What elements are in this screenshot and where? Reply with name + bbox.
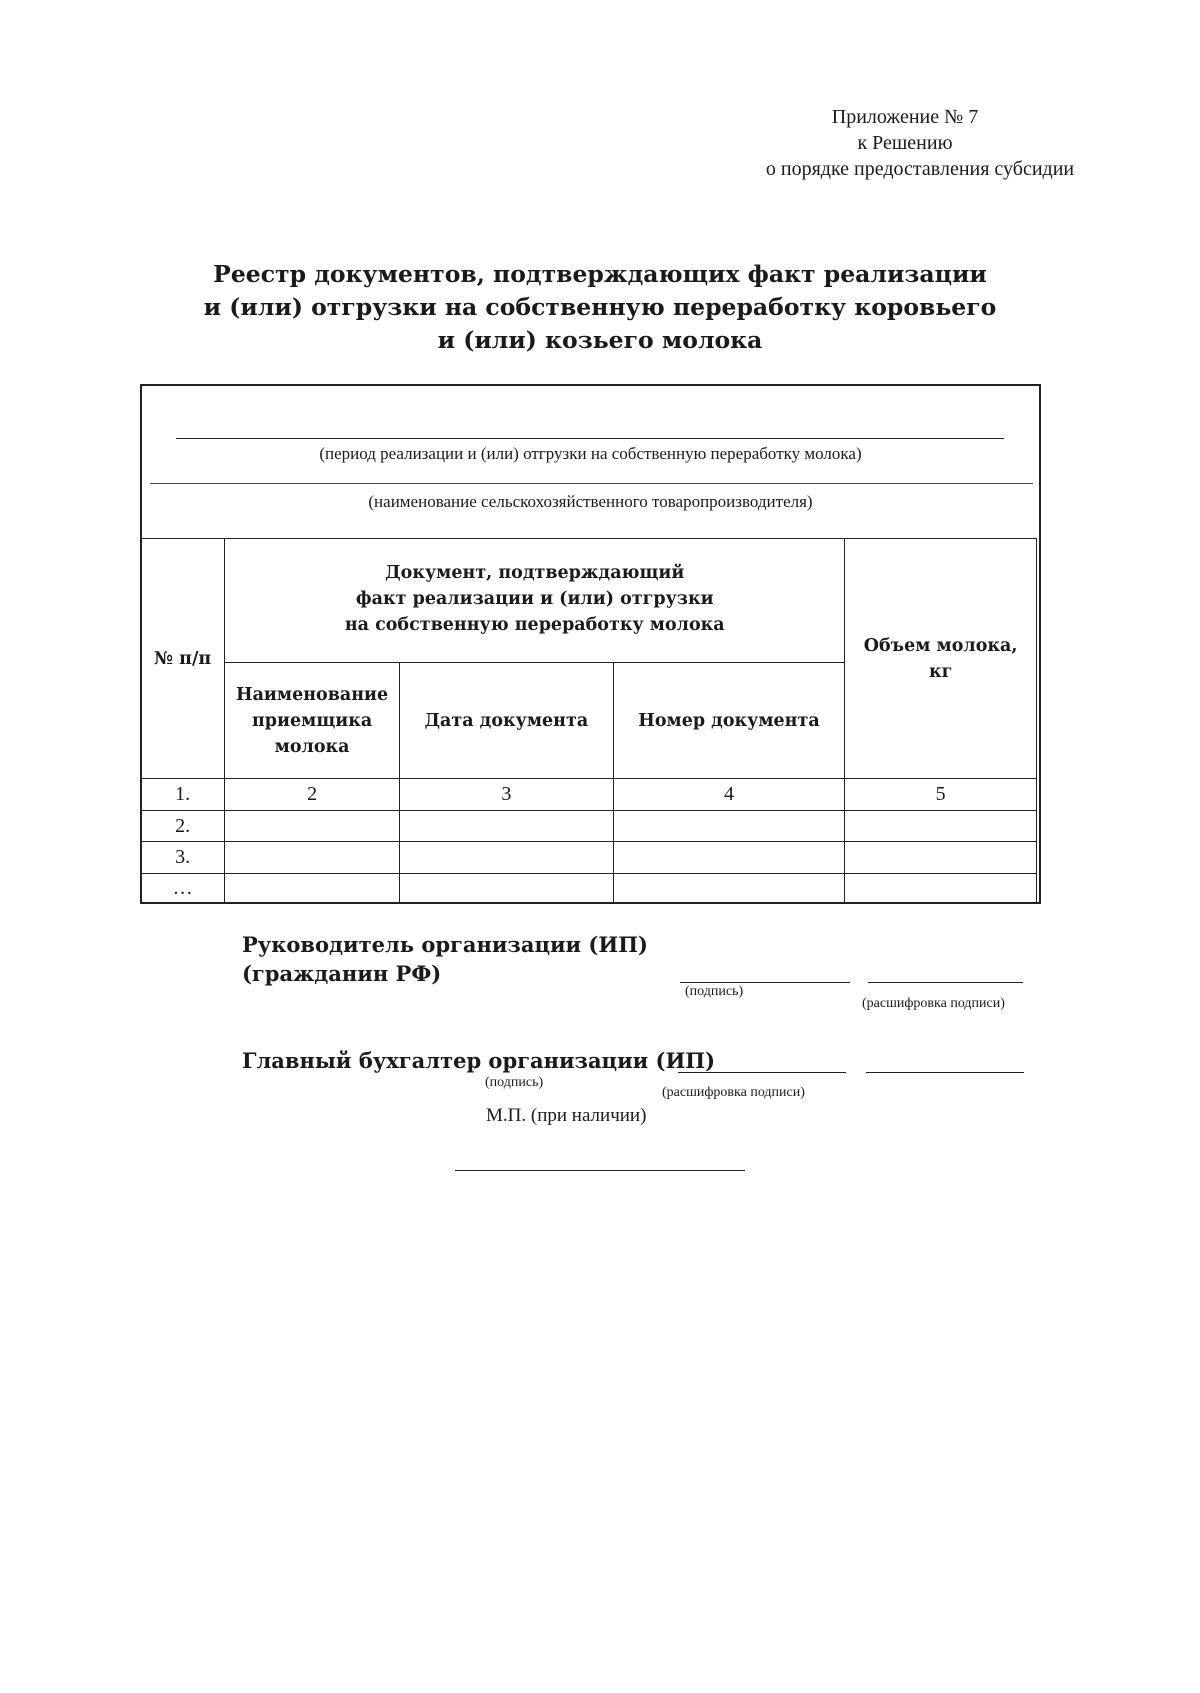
- stamp-label: М.П. (при наличии): [486, 1105, 647, 1126]
- bottom-line: [455, 1170, 745, 1171]
- table-cell: 4: [613, 779, 845, 811]
- accountant-decoding-caption: (расшифровка подписи): [662, 1085, 805, 1100]
- accountant-label: Главный бухгалтер организации (ИП): [242, 1048, 716, 1073]
- head-decoding-line: [868, 982, 1023, 983]
- table-cell: 2: [225, 779, 400, 811]
- head-decoding-caption: (расшифровка подписи): [862, 996, 1005, 1011]
- appendix-decision: к Решению: [857, 132, 953, 154]
- head-signatory-label: Руководитель организации (ИП) (гражданин РФ): [242, 932, 648, 986]
- table-cell: [613, 874, 845, 904]
- table-cell: 3.: [141, 842, 225, 874]
- title-line-2: и (или) отгрузки на собственную переработку коровьего: [203, 293, 997, 321]
- appendix-subject: о порядке предоставления субсидии: [765, 158, 1075, 180]
- table-row: [141, 874, 1037, 904]
- table-cell: [399, 811, 613, 842]
- registry-table: [140, 538, 1037, 904]
- table-cell: 5: [845, 779, 1037, 811]
- table-cell: [399, 842, 613, 874]
- header-number: № п/п: [141, 539, 225, 779]
- accountant-decoding-line: [866, 1072, 1024, 1073]
- table-row: [141, 779, 1037, 811]
- table-cell: 3: [399, 779, 613, 811]
- table-cell: [613, 842, 845, 874]
- table-row: [141, 842, 1037, 874]
- appendix-header: [690, 104, 1150, 182]
- table-cell: [845, 842, 1037, 874]
- title-line-3: и (или) козьего молока: [437, 326, 763, 354]
- period-caption: (период реализации и (или) отгрузки на собственную переработку молока): [319, 444, 862, 463]
- accountant-signature-line: [678, 1072, 846, 1073]
- head-signature-caption: (подпись): [685, 984, 744, 999]
- producer-blank-line: [150, 483, 1033, 484]
- table-cell: [225, 842, 400, 874]
- header-document-group: Документ, подтверждающий факт реализации и (или) отгрузки на собственную переработку молока: [225, 539, 845, 663]
- title-line-1: Реестр документов, подтверждающих факт реализации: [213, 260, 987, 288]
- table-cell: 2.: [141, 811, 225, 842]
- header-document-date: Дата документа: [399, 663, 613, 779]
- table-cell: …: [141, 874, 225, 904]
- registry-form: [140, 384, 1041, 904]
- document-title: [160, 258, 1040, 357]
- producer-caption: (наименование сельскохозяйственного товаропроизводителя): [368, 492, 813, 511]
- header-receiver: Наименование приемщика молока: [225, 663, 400, 779]
- table-cell: [613, 811, 845, 842]
- table-row: [141, 811, 1037, 842]
- table-cell: [845, 811, 1037, 842]
- table-cell: [845, 874, 1037, 904]
- table-cell: 1.: [141, 779, 225, 811]
- head-signature-line: [680, 982, 850, 983]
- table-cell: [225, 811, 400, 842]
- header-volume: Объем молока, кг: [845, 539, 1037, 779]
- table-cell: [399, 874, 613, 904]
- accountant-signature-caption: (подпись): [485, 1075, 544, 1090]
- header-document-number: Номер документа: [613, 663, 845, 779]
- table-cell: [225, 874, 400, 904]
- period-blank-line: [176, 438, 1004, 439]
- appendix-number: Приложение № 7: [831, 106, 979, 128]
